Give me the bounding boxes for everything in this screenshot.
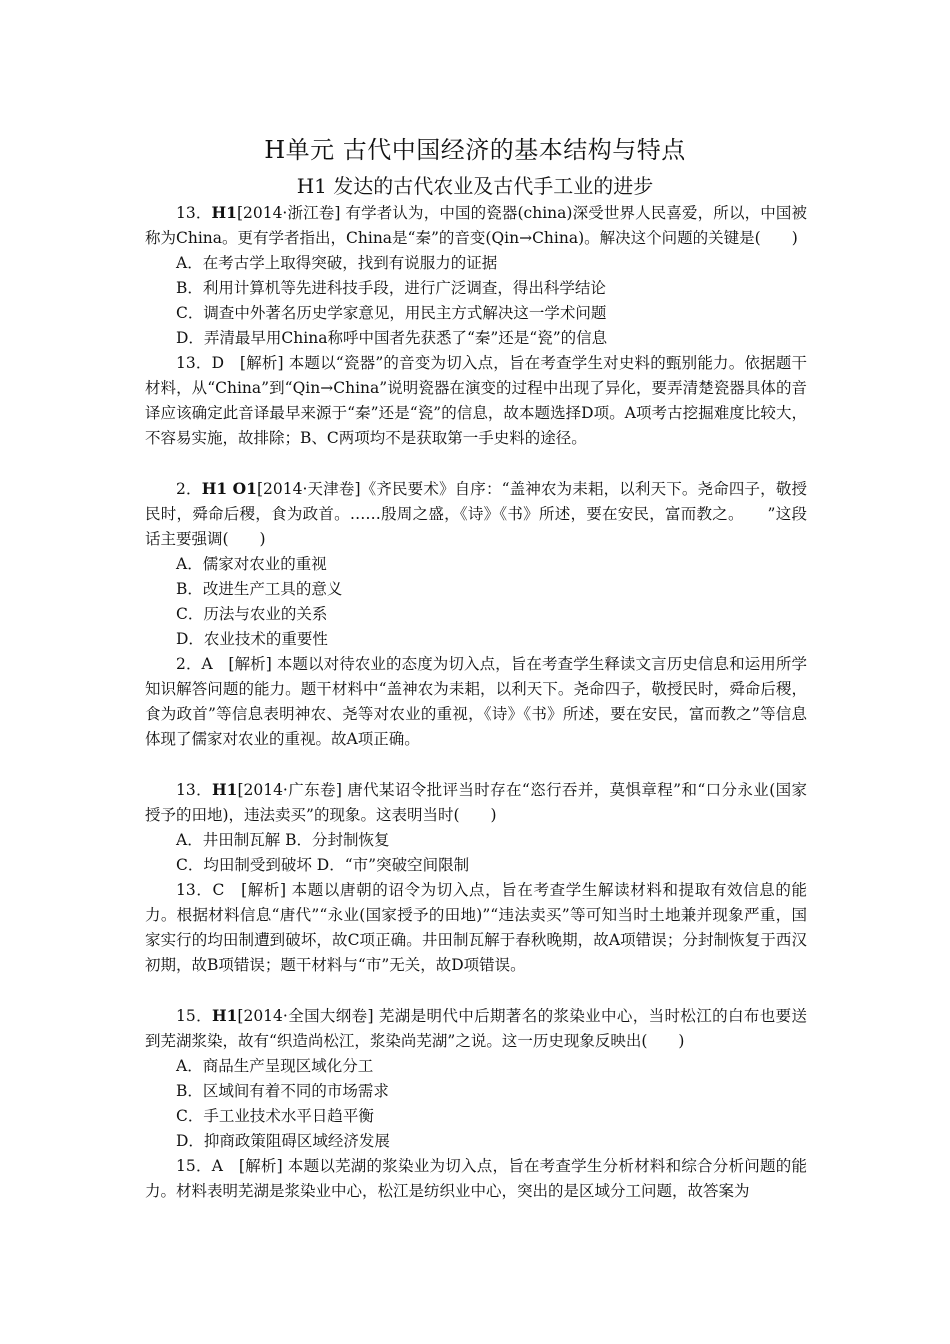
- question-number: 15．: [176, 1007, 212, 1025]
- spacer: [145, 752, 807, 777]
- option-d: D．弄清最早用China称呼中国者先获悉了“秦”还是“瓷”的信息: [176, 329, 608, 347]
- option-a: A．商品生产呈现区域化分工: [176, 1057, 374, 1075]
- question-block: [145, 1003, 807, 1204]
- answer-analysis: 2．A [解析] 本题以对待农业的态度为切入点，旨在考查学生释读文言历史信息和运用所学知识解答问题的能力。题干材料中“盖神农为耒耜，以利天下。尧命四子，敬授民时，舜命后稷，食为政首”等信息表明神农、尧等对农业的重视，《诗》《书》所述，要在安民，富而教之”等信息体现了儒家对农业的重视。故A项正确。: [145, 655, 807, 748]
- spacer: [145, 978, 807, 1003]
- option-d: D．抑商政策阻碍区域经济发展: [176, 1132, 390, 1150]
- unit-title: H单元 古代中国经济的基本结构与特点: [264, 136, 686, 164]
- question-number: 13．: [176, 781, 212, 799]
- option-c: C．手工业技术水平日趋平衡: [176, 1107, 374, 1125]
- question-tag: H1: [211, 203, 237, 222]
- option-d: D．农业技术的重要性: [176, 630, 328, 648]
- question-block: [145, 200, 807, 451]
- question-stem: [145, 476, 807, 552]
- option-c: C．历法与农业的关系: [176, 605, 328, 623]
- question-stem: [145, 777, 807, 828]
- option-a: A．儒家对农业的重视: [176, 555, 327, 573]
- answer-analysis: 15．A [解析] 本题以芜湖的浆染业为切入点，旨在考查学生分析材料和综合分析问题的能力。材料表明芜湖是浆染业中心，松江是纺织业中心，突出的是区域分工问题，故答案为: [145, 1157, 807, 1200]
- answer-analysis: 13．C [解析] 本题以唐朝的诏令为切入点，旨在考查学生解读材料和提取有效信息的能力。根据材料信息“唐代”“永业(国家授予的田地)”“违法卖买”等可知当时土地兼并现象严重，国家实行的均田制遭到破坏，故C项正确。井田制瓦解于春秋晚期，故A项错误；分封制恢复于西汉初期，故B项错误；题干材料与“市”无关，故D项错误。: [145, 881, 807, 974]
- question-tag: H1: [212, 780, 238, 799]
- option-c: C．调查中外著名历史学家意见，用民主方式解决这一学术问题: [176, 304, 607, 322]
- option-cd: C．均田制受到破坏 D．“市”突破空间限制: [176, 856, 470, 874]
- option-b: B．利用计算机等先进科技手段，进行广泛调查，得出科学结论: [176, 279, 606, 297]
- section-subtitle: H1 发达的古代农业及古代手工业的进步: [296, 174, 654, 198]
- answer-analysis: 13．D [解析] 本题以“瓷器”的音变为切入点，旨在考查学生对史料的甄别能力。依据题干材料，从“China”到“Qin→China”说明瓷器在演变的过程中出现了异化，要弄清楚瓷器具体的音译应该确定此音译最早来源于“秦”还是“瓷”的信息，故本题选择D项。A项考古挖掘难度比较大，不容易实施，故排除；B、C两项均不是获取第一手史料的途径。: [145, 354, 807, 447]
- option-ab: A．井田制瓦解 B．分封制恢复: [176, 831, 390, 849]
- question-stem: [145, 200, 807, 251]
- option-a: A．在考古学上取得突破，找到有说服力的证据: [176, 254, 498, 272]
- question-text: [2014·全国大纲卷] 芜湖是明代中后期著名的浆染业中心，当时松江的白布也要送到芜湖浆染，故有“织造尚松江，浆染尚芜湖”之说。这一历史现象反映出( ): [145, 1007, 807, 1050]
- question-block: [145, 476, 807, 752]
- option-b: B．区域间有着不同的市场需求: [176, 1082, 389, 1100]
- question-stem: [145, 1003, 807, 1054]
- spacer: [145, 451, 807, 476]
- question-text: [2014·广东卷] 唐代某诏令批评当时存在“恣行吞并，莫惧章程”和“口分永业(国家授予的田地)，违法卖买”的现象。这表明当时( ): [145, 781, 808, 824]
- question-number: 2．: [176, 480, 202, 498]
- question-text: [2014·天津卷]《齐民要术》自序：“盖神农为耒耜，以利天下。尧命四子，敬授民时，舜命后稷，食为政首。……殷周之盛，《诗》《书》所述，要在安民，富而教之。 ”这段话主要强调( ): [145, 480, 807, 548]
- question-number: 13．: [176, 204, 212, 222]
- question-tag: H1: [211, 1006, 238, 1025]
- question-text: [2014·浙江卷] 有学者认为，中国的瓷器(china)深受世界人民喜爱，所以，中国被称为China。更有学者指出，China是“秦”的音变(Qin→China)。解决这个问题的关键是( ): [145, 204, 807, 247]
- question-tag: H1 O1: [201, 479, 257, 498]
- document-body: [145, 200, 807, 1204]
- option-b: B．改进生产工具的意义: [176, 580, 343, 598]
- question-block: [145, 777, 807, 978]
